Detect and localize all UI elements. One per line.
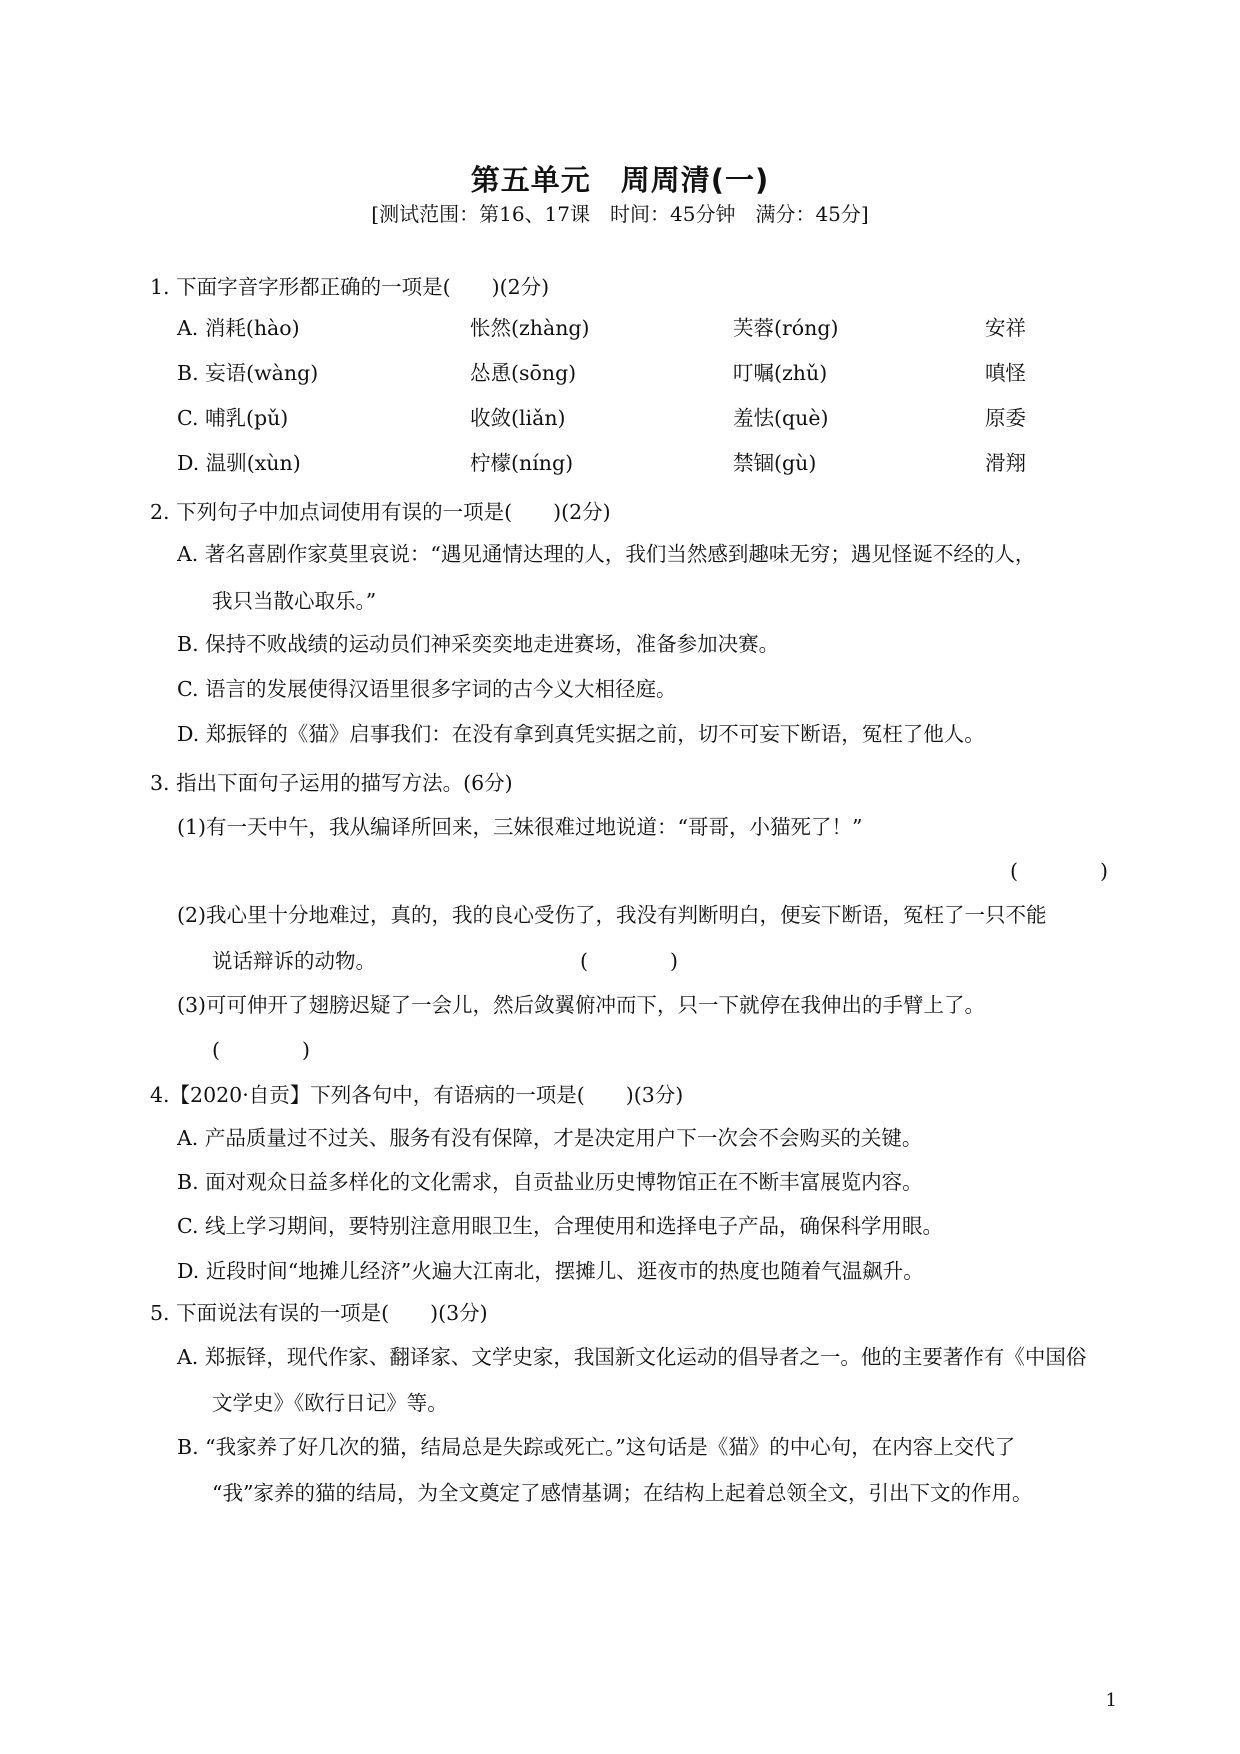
q5-option-b-line-2: “我”家养的猫的结局，为全文奠定了感情基调；在结构上起着总领全文，引出下文的作用。 [212,1481,1033,1505]
q3-sentence-2-line-2: 说话辩诉的动物。 [212,949,376,973]
q2-option-b: B. 保持不败战绩的运动员们神采奕奕地走进赛场，准备参加决赛。 [177,632,780,656]
q3-answer-blank-1[interactable]: ( ) [1010,859,1108,883]
q1-option-b-item-3: 叮嘱(zhǔ) [733,361,828,385]
q4-option-c: C. 线上学习期间，要特别注意用眼卫生，合理使用和选择电子产品，确保科学用眼。 [177,1214,943,1238]
page-title: 第五单元 周周清(一) [470,163,770,197]
test-scope-subtitle: [测试范围：第16、17课 时间：45分钟 满分：45分] [371,202,869,226]
q1-option-b-item-4: 嗔怪 [985,361,1026,385]
q3-sentence-3: (3)可可伸开了翅膀迟疑了一会儿，然后敛翼俯冲而下，只一下就停在我伸出的手臂上了。 [177,993,986,1017]
q1-option-c-item-1: C. 哺乳(pǔ) [177,406,289,430]
q4-option-d: D. 近段时间“地摊儿经济”火遍大江南北，摆摊儿、逛夜市的热度也随着气温飙升。 [177,1259,924,1283]
q1-option-d-item-2: 柠檬(níng) [470,451,574,475]
q1-option-b-item-1: B. 妄语(wàng) [177,361,319,385]
question-5-stem: 5. 下面说法有误的一项是( )(3分) [150,1301,488,1325]
q5-option-b-line-1: B. “我家养了好几次的猫，结局总是失踪或死亡。”这句话是《猫》的中心句，在内容上交代了 [177,1435,1016,1459]
q2-option-a-line-1: A. 著名喜剧作家莫里哀说：“遇见通情达理的人，我们当然感到趣味无穷；遇见怪诞不经的人， [177,542,1036,566]
q1-option-a-item-3: 芙蓉(róng) [733,316,839,340]
q1-option-a-item-4: 安祥 [985,316,1026,340]
question-1-stem: 1. 下面字音字形都正确的一项是( )(2分) [150,275,550,299]
q1-option-d-item-3: 禁锢(gù) [733,451,817,475]
q5-option-a-line-2: 文学史》《欧行日记》等。 [212,1391,448,1415]
q1-option-c-item-3: 羞怯(què) [733,406,829,430]
page-number: 1 [1105,1690,1117,1711]
question-4-stem: 4.【2020·自贡】下列各句中，有语病的一项是( )(3分) [150,1083,684,1107]
q4-option-a: A. 产品质量过不过关、服务有没有保障，才是决定用户下一次会不会购买的关键。 [177,1126,923,1150]
q1-option-c-item-4: 原委 [985,406,1026,430]
q1-option-b-item-2: 怂恿(sōng) [470,361,577,385]
q3-answer-blank-2[interactable]: ( ) [580,949,678,973]
question-2-stem: 2. 下列句子中加点词使用有误的一项是( )(2分) [150,500,611,524]
q3-sentence-1: (1)有一天中午，我从编译所回来，三妹很难过地说道：“哥哥，小猫死了！” [177,815,863,839]
q2-option-c: C. 语言的发展使得汉语里很多字词的古今义大相径庭。 [177,677,677,701]
q5-option-a-line-1: A. 郑振铎，现代作家、翻译家、文学史家，我国新文化运动的倡导者之一。他的主要著作有《中国俗 [177,1345,1087,1369]
question-3-stem: 3. 指出下面句子运用的描写方法。(6分) [150,771,513,795]
q4-option-b: B. 面对观众日益多样化的文化需求，自贡盐业历史博物馆正在不断丰富展览内容。 [177,1170,923,1194]
q1-option-a-item-2: 怅然(zhàng) [470,316,590,340]
q1-option-c-item-2: 收敛(liǎn) [470,406,566,430]
q3-answer-blank-3[interactable]: ( ) [212,1038,310,1062]
q1-option-d-item-4: 滑翔 [985,451,1026,475]
q1-option-d-item-1: D. 温驯(xùn) [177,451,301,475]
q2-option-d: D. 郑振铎的《猫》启事我们：在没有拿到真凭实据之前，切不可妄下断语，冤枉了他人。 [177,722,985,746]
q1-option-a-item-1: A. 消耗(hào) [177,316,300,340]
q2-option-a-line-2: 我只当散心取乐。” [212,589,377,613]
q3-sentence-2-line-1: (2)我心里十分地难过，真的，我的良心受伤了，我没有判断明白，便妄下断语，冤枉了一只不能 [177,903,1047,927]
